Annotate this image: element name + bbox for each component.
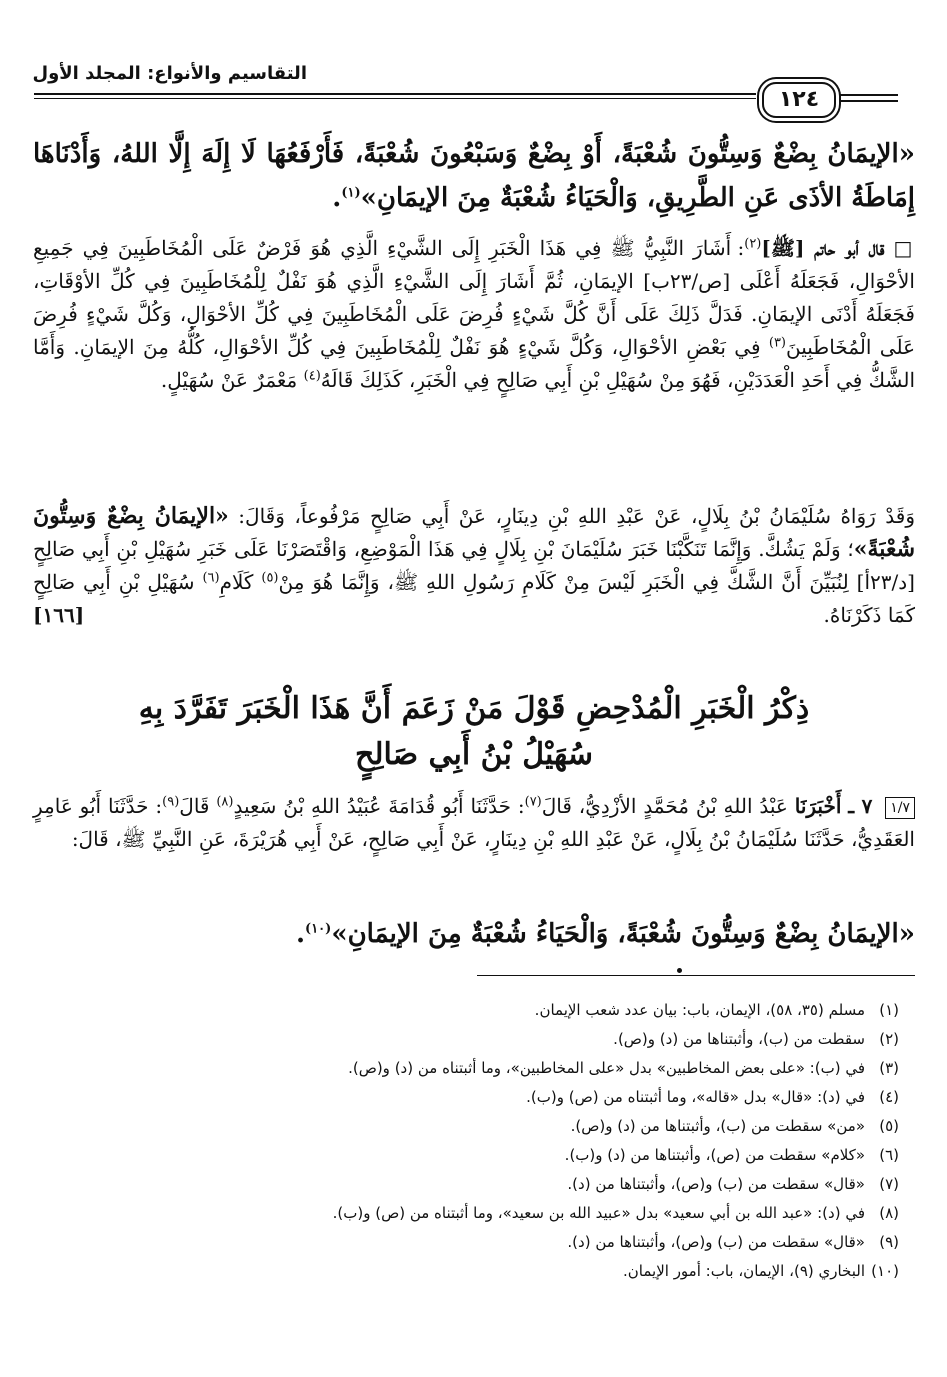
footnote	[39, 1025, 899, 1054]
footnote	[39, 1141, 899, 1170]
second-paragraph	[33, 500, 915, 632]
footnote	[39, 1257, 899, 1286]
footnote-text: في (د): «عبد الله بن أبي سعيد» بدل «عبيد الله بن سعيد»، وما أثبتناه من (ص) و(ب).	[332, 1204, 865, 1222]
footnote-number: (٢)	[879, 1030, 899, 1048]
paragraph-text: سُهَيْلِ بْنِ أَبِي صَالِحٍ كَمَا ذَكَرْنَاهُ.	[33, 570, 915, 627]
footnote	[39, 1083, 899, 1112]
hadith-lead: أَخْبَرَنَا	[794, 794, 842, 818]
footnote-number: (٥)	[879, 1117, 899, 1135]
footnote-text: «كلام» سقطت من (ص)، وأثبتناها من (د) و(ب).	[564, 1146, 865, 1164]
header-rule	[840, 94, 898, 96]
commentary-text: مَعْمَرٌ عَنْ سُهَيْلٍ.	[160, 368, 304, 392]
footnote-text: البخاري (٩)، الإيمان، باب: أمور الإيمان.	[623, 1262, 865, 1280]
header-rule	[840, 100, 898, 102]
footnote-text: «قال» سقطت من (ب) و(ص)، وأثبتناها من (د).	[567, 1175, 865, 1193]
footnote-ref: (٣)	[768, 335, 786, 351]
hadith-line-1: «الإيمَانُ بِضْعٌ وَسِتُّونَ شُعْبَةً، أَوْ بِضْعٌ وَسَبْعُونَ شُعْبَةً، فَأَرْفَعُهَا لَا إِلَهَ إِلَّا اللهُ،	[111, 139, 915, 169]
running-header: التقاسيم والأنواع: المجلد الأول	[32, 63, 307, 84]
footnote-text: «قال» سقطت من (ب) و(ص)، وأثبتناها من (د).	[567, 1233, 865, 1251]
footnote-number: (٣)	[879, 1059, 899, 1077]
commentary-lead: قال أبو حاتم [ﷺ]	[761, 236, 885, 260]
commentary-text: فِي بَعْضِ الأحْوَالِ، وَكُلَّ شَيْءٍ هُوَ نَفْلٌ لِلْمُخَاطَبِينَ فِي كُلِّ الأحْوَالِ، كُلُّهُ مِنَ الإيمَانِ. وَأَمَّا الشَّكُّ فِي أَحَدِ الْعَدَدَيْنِ، فَهُوَ مِنْ سُهَيْلِ بْنِ أَبِي صَالِحٍ فِي الْخَبَرِ، كَذَلِكَ قَالَهُ	[33, 335, 915, 392]
hadith-7-paragraph	[33, 790, 915, 856]
footnote	[39, 1170, 899, 1199]
footnote	[39, 996, 899, 1025]
isnad-text: عَبْدُ اللهِ بْنُ مُحَمَّدٍ الأزْدِيُّ، قَالَ	[541, 794, 795, 818]
footnotes-list	[39, 996, 899, 1286]
footnote-number: (٧)	[879, 1175, 899, 1193]
quoted-hadith: «الإيمَانُ بِضْعٌ وَسِتُّونَ شُعْبَةً»	[33, 503, 915, 562]
separator-dot	[677, 968, 682, 973]
matn-end: .	[295, 919, 306, 949]
footnote	[39, 1199, 899, 1228]
footnote	[39, 1054, 899, 1083]
paragraph-text: ؛ وَلَمْ يَشُكَّ. وَإِنَّمَا تَنَكَّبْنَا خَبَرَ سُلَيْمَانَ بْنِ بِلَالٍ فِي هَذَا الْمَوْضِعِ، وَاقْتَصَرْنَا عَلَى خَبَرِ سُهَيْلِ بْنِ أَبِي صَالِحٍ [د/٢٣أ] لِنُبَيِّنَ أَنَّ الشَّكَّ فِي الْخَبَرِ لَيْسَ مِنْ كَلَامِ رَسُولِ اللهِ ﷺ، وَإِنَّمَا هُوَ مِنْ	[33, 537, 915, 594]
footnote-ref: (٩)	[162, 794, 180, 810]
hadith-end: .	[332, 183, 342, 213]
square-bullet-icon: □	[893, 236, 916, 260]
footnote-ref: (٤)	[303, 368, 321, 384]
isnad-text: قَالَ	[179, 794, 217, 818]
footnote-number: (٩)	[879, 1233, 899, 1251]
header-rule	[34, 98, 756, 99]
matn-text: «الإيمَانُ بِضْعٌ وَسِتُّونَ شُعْبَةً، وَالْحَيَاءُ شُعْبَةٌ مِنَ الإيمَانِ»	[331, 919, 915, 949]
header-rule	[34, 93, 756, 95]
opening-hadith	[33, 132, 915, 220]
footnote-number: (٦)	[879, 1146, 899, 1164]
footnote-number: (٨)	[879, 1204, 899, 1222]
section-title	[33, 686, 915, 778]
hadith-7-matn	[33, 912, 915, 956]
footnote-number: (١)	[879, 1001, 899, 1019]
footnote-text: في (د): «قال» بدل «قاله»، وما أثبتناه من (ص) و(ب).	[526, 1088, 865, 1106]
commentary-text: : أَشَارَ النَّبِيُّ ﷺ فِي هَذَا الْخَبَرِ إِلَى الشَّيْءِ الَّذِي هُوَ فَرْضٌ عَلَى الْمُخَاطَبِينَ فِي جَمِيعِ الأحْوَالِ، فَجَعَلَهُ أَعْلَى [ص/٢٣ب] الإيمَانِ، ثُمَّ أَشَارَ إِلَى الشَّيْءِ الَّذِي هُوَ نَفْلٌ لِلْمُخَاطَبِينَ فِي كُلِّ الأوْقَاتِ، فَجَعَلَهُ أَدْنَى الإيمَانِ. فَدَلَّ ذَلِكَ عَلَى أَنَّ كُلَّ شَيْءٍ فُرِضَ عَلَى الْمُخَاطَبِينَ فِي كُلِّ الأحْوَالِ، وَكُلَّ شَيْءٍ فُرِضَ عَلَى الْمُخَاطَبِينَ	[33, 236, 915, 359]
footnote-text: «من» سقطت من (ب)، وأثبتناها من (د) و(ص).	[570, 1117, 865, 1135]
footnote-text: مسلم (٣٥، ٥٨)، الإيمان، باب: بيان عدد شعب الإيمان.	[534, 1001, 865, 1019]
footnote-ref: (٦)	[202, 570, 220, 586]
hadith-reference-number: [١٦٦]	[33, 603, 85, 627]
paragraph-text: كَلَامِ	[219, 570, 262, 594]
volume-marker: ١/٧	[885, 797, 915, 819]
footnote-ref: (٢)	[744, 236, 762, 252]
paragraph-text: وَقَدْ رَوَاهُ سُلَيْمَانُ بْنُ بِلَالٍ، عَنْ عَبْدِ اللهِ بْنِ دِينَارٍ، عَنْ أَبِي صَالِحٍ مَرْفُوعاً، وَقَالَ:	[238, 504, 916, 528]
hadith-line-2: وَأَدْنَاهَا إِمَاطَةُ الأذَى عَنِ الطَّرِيقِ، وَالْحَيَاءُ شُعْبَةٌ مِنَ الإيمَانِ»	[33, 139, 915, 213]
footnote-number: (١٠)	[871, 1262, 899, 1280]
footnote-ref: (٧)	[524, 794, 542, 810]
commentary-paragraph	[33, 232, 915, 397]
footnote-ref: (١٠)	[305, 921, 332, 937]
footnote-text: سقطت من (ب)، وأثبتناها من (د) و(ص).	[613, 1030, 865, 1048]
hadith-number: ٧ ـ	[848, 794, 873, 818]
page-number: ١٢٤	[762, 82, 836, 118]
section-title-line-2: سُهَيْلُ بْنُ أَبِي صَالِحٍ	[354, 737, 594, 772]
isnad-text: : حَدَّثَنَا أَبُو عَامِرٍ العَقَدِيُّ، حَدَّثَنَا سُلَيْمَانُ بْنُ بِلَالٍ، عَنْ عَبْدِ اللهِ بْنِ دِينَارٍ، عَنْ أَبِي صَالِحٍ، عَنْ أَبِي هُرَيْرَةَ، عَنِ النَّبِيِّ ﷺ، قَالَ:	[33, 794, 915, 851]
footnote-ref: (١)	[341, 185, 361, 201]
footnote-number: (٤)	[879, 1088, 899, 1106]
footnote	[39, 1112, 899, 1141]
footnote-separator	[477, 975, 915, 976]
isnad-text: : حَدَّثَنَا أَبُو قُدَامَةَ عُبَيْدُ اللهِ بْنُ سَعِيدٍ	[233, 794, 525, 818]
footnote	[39, 1228, 899, 1257]
footnote-ref: (٨)	[216, 794, 234, 810]
footnote-ref: (٥)	[261, 570, 279, 586]
section-title-line-1: ذِكْرُ الْخَبَرِ الْمُدْحِضِ قَوْلَ مَنْ زَعَمَ أَنَّ هَذَا الْخَبَرَ تَفَرَّدَ بِهِ	[138, 691, 810, 726]
footnote-text: في (ب): «على بعض المخاطبين» بدل «على المخاطبين»، وما أثبتناه من (د) و(ص).	[348, 1059, 865, 1077]
